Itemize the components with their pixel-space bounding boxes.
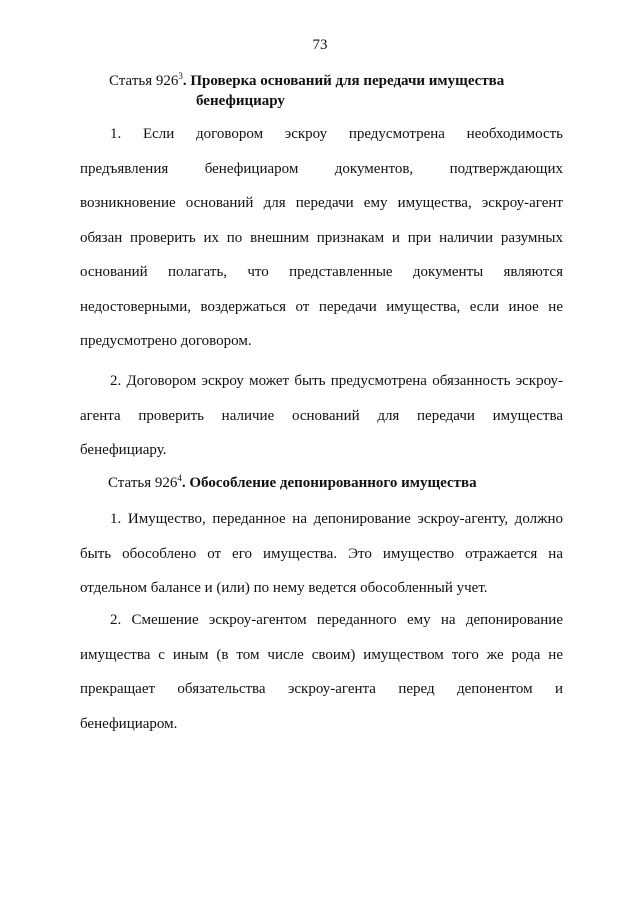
- page-number: 73: [312, 37, 328, 53]
- article-number: Статья 926: [108, 475, 178, 491]
- article-number: Статья 926: [109, 73, 179, 89]
- article-heading-926-3: [109, 71, 504, 111]
- article-title-continuation: бенефициару: [196, 93, 285, 109]
- article-superscript: 3: [178, 71, 183, 81]
- article-title: . Обособление депонированного имущества: [181, 475, 477, 491]
- paragraph-926-3-2: 2. Договором эскроу может быть предусмотрена обязанность эскроу-агента проверить наличие оснований для передачи имущества бенефициару.: [80, 373, 563, 458]
- article-heading-926-4: [108, 473, 477, 493]
- paragraph-926-3-1: 1. Если договором эскроу предусмотрена необходимость предъявления бенефициаром документов, подтверждающих возникновение оснований для передачи ему имущества, эскроу-агент обязан проверить их по внешним признакам и при наличии разумных оснований полагать, что представленные документы являются недостоверными, воздержаться от передачи имущества, если иное не предусмотрено договором.: [80, 126, 563, 349]
- paragraph-926-4-1: 1. Имущество, переданное на депонирование эскроу-агенту, должно быть обособлено от его имущества. Это имущество отражается на отдельном балансе и (или) по нему ведется обособленный учет.: [80, 511, 563, 596]
- paragraph-926-4-2: 2. Смешение эскроу-агентом переданного ему на депонирование имущества с иным (в том числе своим) имуществом того же рода не прекращает обязательства эскроу-агента перед депонентом и бенефициаром.: [80, 612, 563, 732]
- article-superscript: 4: [177, 473, 182, 483]
- article-title: . Проверка оснований для передачи имущества: [182, 73, 505, 89]
